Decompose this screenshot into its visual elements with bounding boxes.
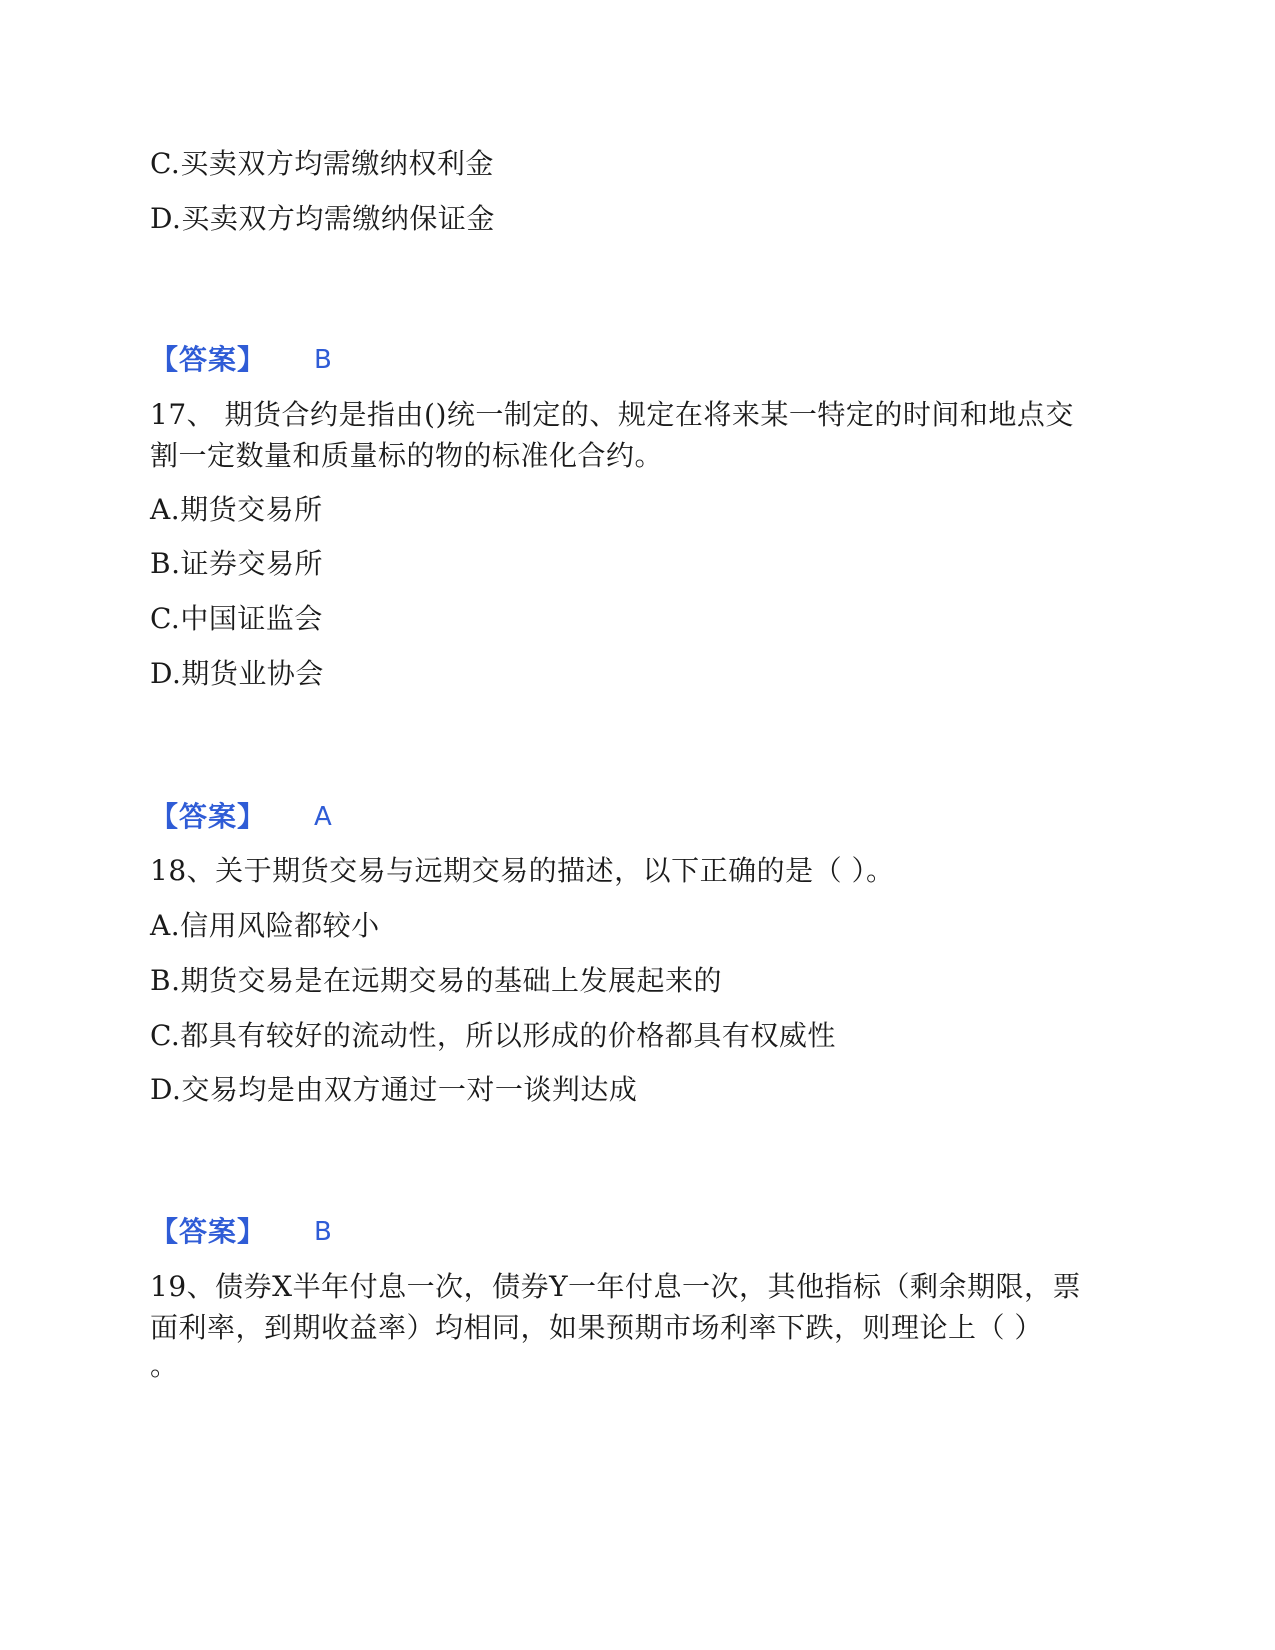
- q17-option-c: C.中国证监会: [150, 602, 323, 635]
- q17-answer: [150, 799, 332, 835]
- answer-tag: 【答案】: [150, 800, 267, 833]
- q17-option-d: D.期货业协会: [150, 657, 324, 690]
- q18-stem-line1: 18、关于期货交易与远期交易的描述，以下正确的是（ ）。: [150, 854, 895, 887]
- q18-option-d: D.交易均是由双方通过一对一谈判达成: [150, 1073, 638, 1106]
- q18-answer: [150, 1214, 332, 1250]
- q16-option-c: C.买卖双方均需缴纳权利金: [150, 147, 494, 180]
- q19-stem-line2: 面利率，到期收益率）均相同，如果预期市场利率下跌，则理论上（ ）: [150, 1311, 1043, 1344]
- q17-option-b: B.证券交易所: [150, 547, 323, 580]
- q18-option-a: A.信用风险都较小: [150, 909, 380, 942]
- answer-value: B: [314, 1217, 333, 1247]
- q18-option-b: B.期货交易是在远期交易的基础上发展起来的: [150, 964, 722, 997]
- q19-stem-line3: 。: [150, 1349, 179, 1382]
- answer-value: A: [314, 802, 333, 832]
- q19-stem-line1: 19、债券X半年付息一次，债券Y一年付息一次，其他指标（剩余期限，票: [150, 1270, 1082, 1303]
- q16-answer: [150, 342, 332, 378]
- q18-option-c: C.都具有较好的流动性，所以形成的价格都具有权威性: [150, 1019, 836, 1052]
- q17-stem-line1: 17、 期货合约是指由()统一制定的、规定在将来某一特定的时间和地点交: [150, 398, 1074, 431]
- answer-value: B: [314, 345, 333, 375]
- q17-stem-line2: 割一定数量和质量标的物的标准化合约。: [150, 439, 664, 472]
- answer-tag: 【答案】: [150, 343, 267, 376]
- answer-tag: 【答案】: [150, 1215, 267, 1248]
- q16-option-d: D.买卖双方均需缴纳保证金: [150, 202, 495, 235]
- q17-option-a: A.期货交易所: [150, 493, 323, 526]
